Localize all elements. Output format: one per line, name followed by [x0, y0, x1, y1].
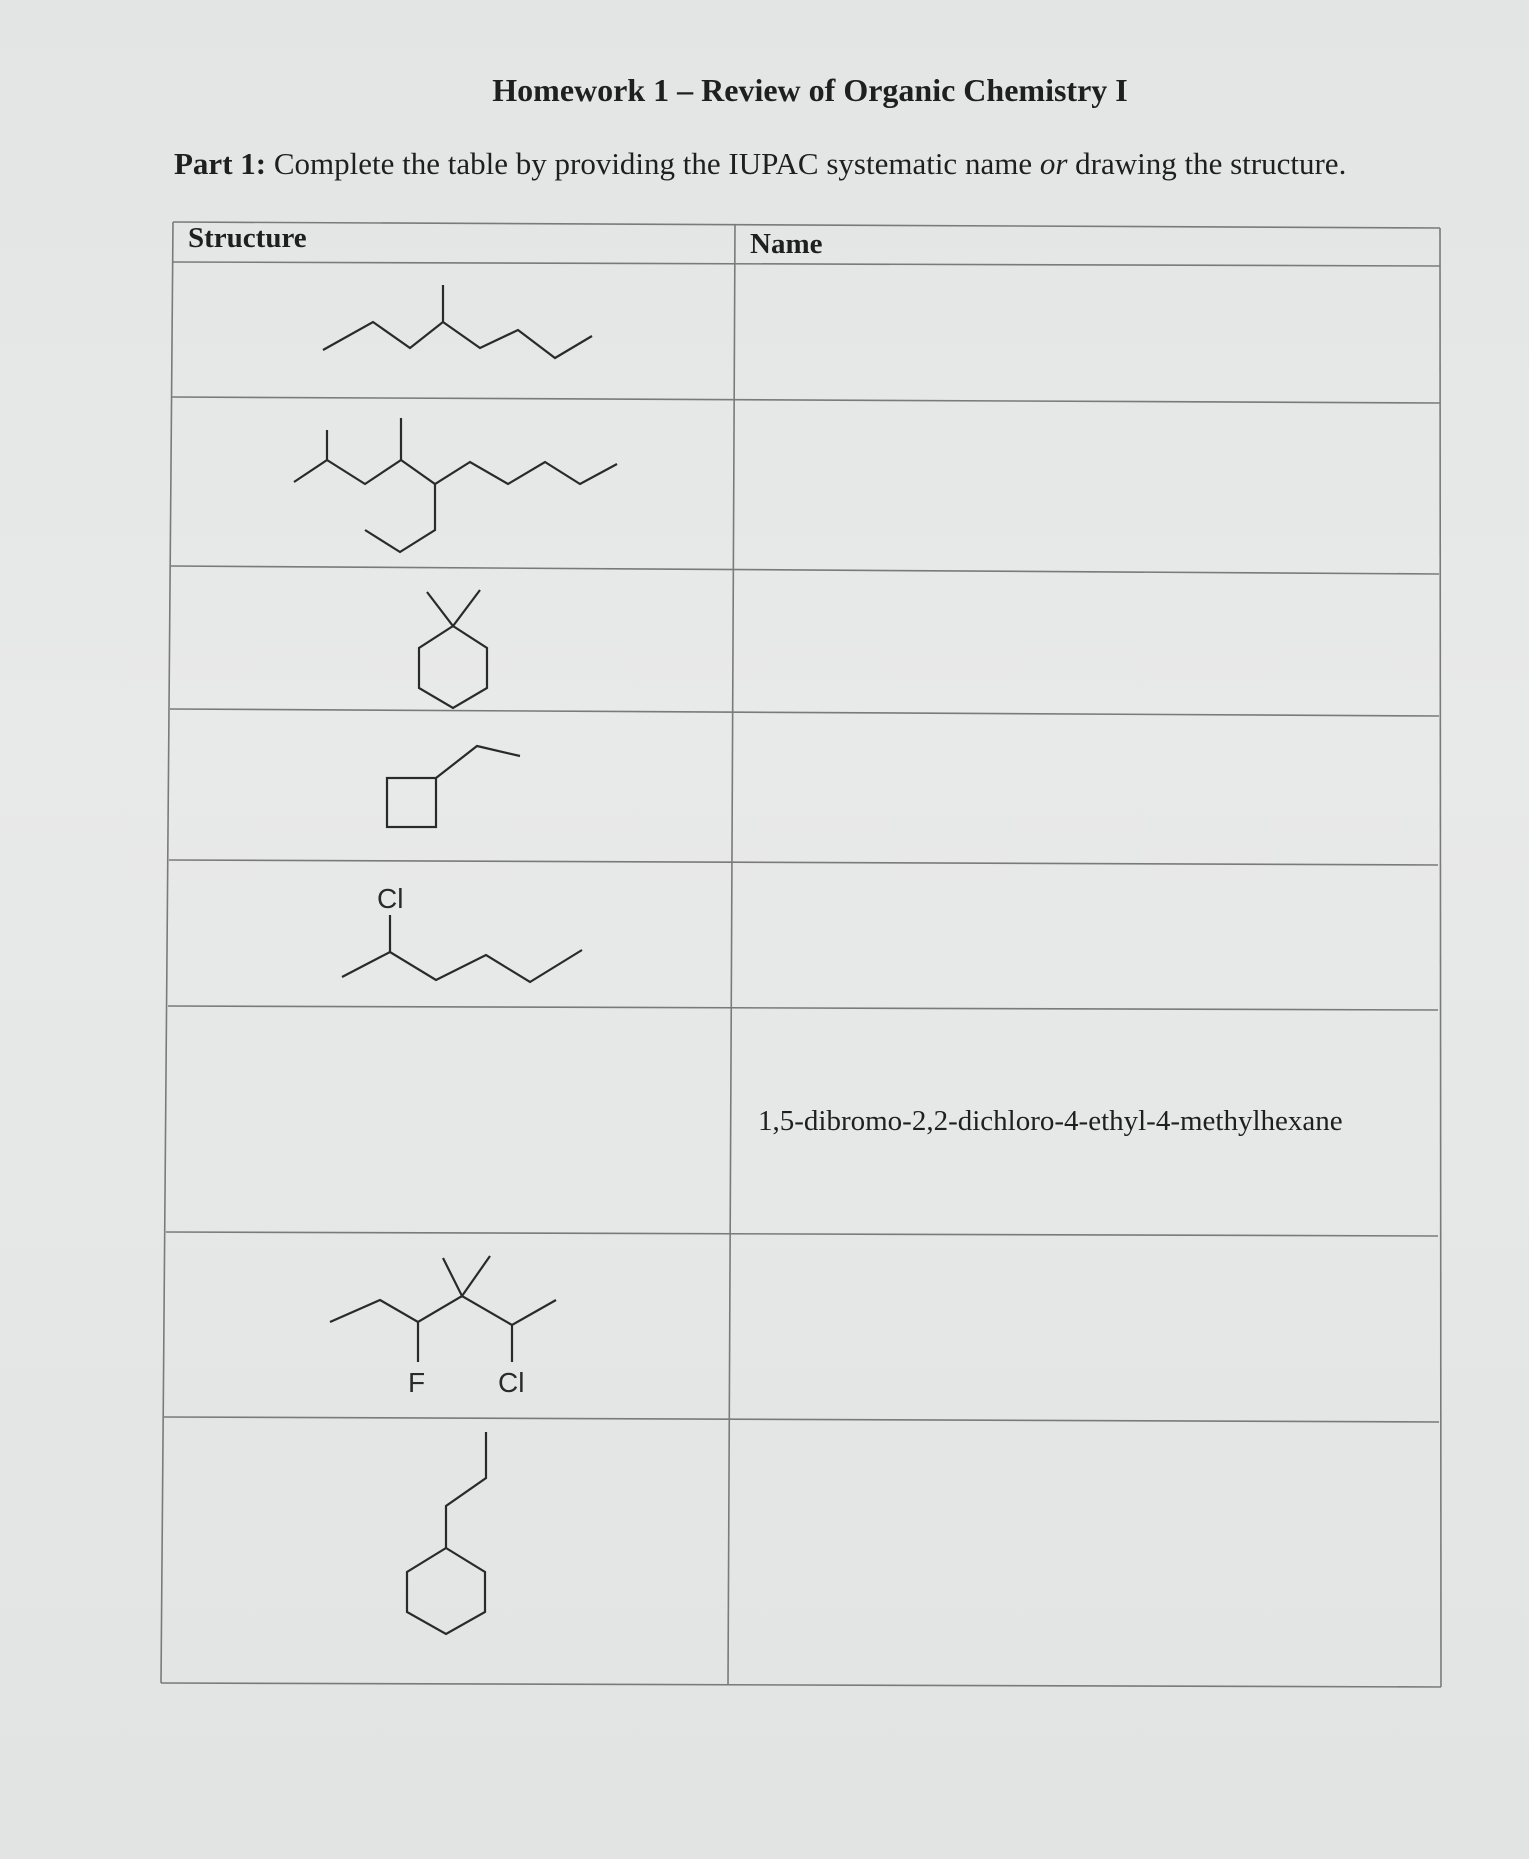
atom-label-cl: Cl	[377, 883, 404, 914]
instructions-text-1: Complete the table by providing the IUPAC systematic name	[266, 146, 1040, 181]
header-name: Name	[750, 228, 823, 260]
skeletal-structure-8	[407, 1432, 486, 1634]
page-title: Homework 1 – Review of Organic Chemistry I	[492, 72, 1128, 108]
instructions-italic-word: or	[1039, 146, 1068, 181]
atom-label-cl-2: Cl	[498, 1367, 525, 1398]
part-label: Part 1:	[174, 146, 267, 181]
skeletal-structure-3	[419, 590, 487, 708]
atom-label-f: F	[408, 1367, 426, 1398]
skeletal-structure-1	[323, 285, 592, 358]
skeletal-structure-4	[387, 746, 520, 827]
instructions-text-2: drawing the structure.	[1067, 146, 1347, 181]
skeletal-structure-2	[294, 418, 617, 552]
skeletal-structure-5	[342, 915, 582, 982]
table-grid	[161, 222, 1441, 1687]
row-6-name: 1,5-dibromo-2,2-dichloro-4-ethyl-4-methylhexane	[758, 1105, 1343, 1137]
header-structure: Structure	[188, 222, 307, 254]
skeletal-structure-7	[330, 1256, 556, 1362]
